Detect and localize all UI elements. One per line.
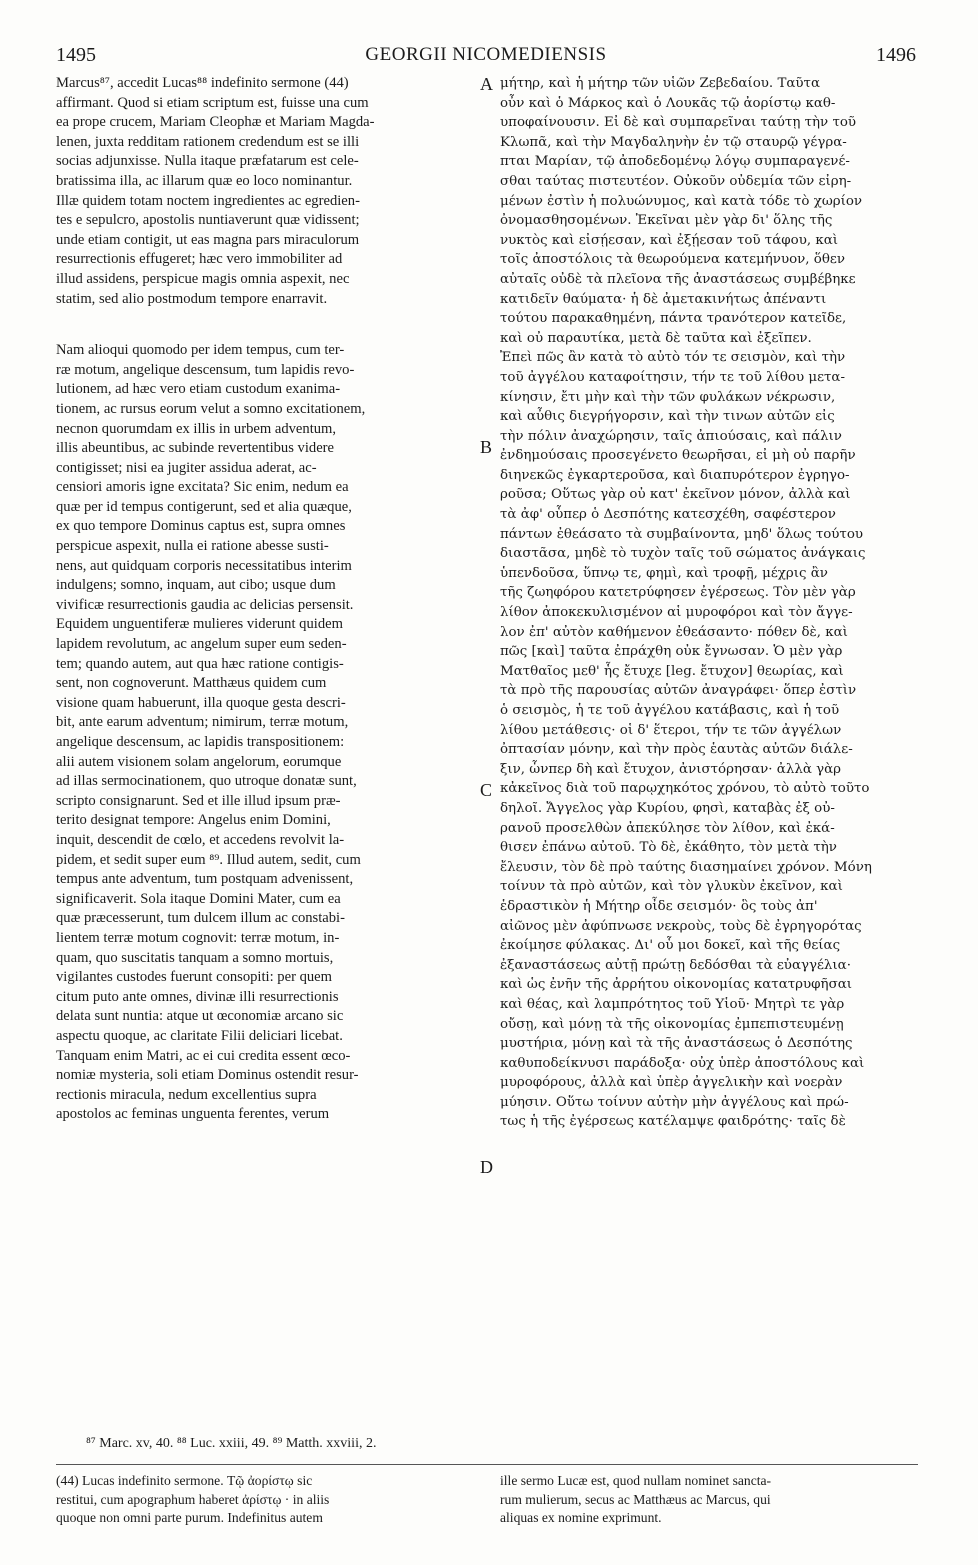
- latin-paragraph-2: Nam alioqui quomodo per idem tempus, cum ter- ræ motum, angelique descensum, tum lapidis revo- lutionem, ad hæc vero etiam custodum exanima- tionem, ac rursus eorum velut a somno excitationem, necnon quorumdam ex illis in urbem adventum, illis abeuntibus, ac subinde revertentibus videre contigisset; nisi ea jugiter assidua aderat, ac- censiori amoris igne excitata? Sic enim, nedum ea quæ per id tempus contigerunt, sed et alia quæque, ex quo tempore Dominus captus est, supra omnes perspicue aspexit, nulla ei ratione abesse susti- nens, aut quidquam corporis necessitatibus interim indulgens; somno, inquam, aut cibo; usque dum vivificæ resurrectionis gaudia ac delicias persensit. Equidem unguentiferæ mulieres viderunt quidem lapidem revolutum, ac angelum super eum seden- tem; quando autem, aut qua hæc ratione contigis- sent, non cognoverunt. Matthæus quidem cum visione quam habuerunt, illa quoque gesta descri- bit, ante earum adventum; nimirum, terræ motum, angelique descensum, ac lapidis transpositionem: alii autem visionem solam angelorum, eorumque ad illas sermocinationem, quo utroque donatæ sunt, scripto consignarunt. Sed et ille illud ipsum præ- terito designat tempore: Angelus enim Domini, inquit, descendit de cœlo, et accedens revolvit la- pidem, et sedit super eum ⁸⁹. Illud autem, sedit, cum tempus ante adventum, tum postquam advenissent, significaverit. Sola itaque Domini Mater, cum ea quæ præcesserunt, tum dulcem illum ac constabi- lientem terræ motum cognovit: terræ motum, in- quam, quo suscitatis tanquam a somno mortuis, vigilantes custodes fuerunt consopiti: per quem citum puto ante omnes, divinæ illi resurrectionis delata sunt nuntia: atque ut œconomiæ arcano sic aspectu quoque, ac claritate Filii deliciari licebat. Tanquam enim Matri, ac ei cui credita essent œco- nomiæ mysteria, soli etiam Dominus ostendit resur- rectionis miracula, nedum excellentius supra apostolos ac feminas unguenta ferentes, verum: [56, 342, 366, 1123]
- running-title: GEORGII NICOMEDIENSIS: [365, 44, 607, 65]
- greek-column: [500, 74, 918, 1132]
- greek-paragraph-2: Ἐπεὶ πῶς ἂν κατὰ τὸ αὐτὸ τόν τε σεισμὸν, καὶ τὴν τοῦ ἀγγέλου καταφοίτησιν, τήν τε τοῦ λίθου μετα- κίνησιν, ἔτι μὴν καὶ τὴν τῶν φυλάκων νέκρωσιν, καὶ αὖθις διεγρήγορσιν, καὶ τὴν τινων αὐτῶν εἰς τὴν πόλιν ἀναχώρησιν, ταῖς ἀπιούσαις, καὶ πάλιν ἐνδημούσαις προσεγένετο θεωρῆσαι, εἰ μὴ οὐ παρῆν διηνεκῶς ἐγκαρτεροῦσα, καὶ διαπυρότερον ἐγρηγο- ροῦσα; Οὕτως γὰρ οὐ κατ' ἐκεῖνον μόνον, ἀλλὰ καὶ τὰ ἀφ' οὗπερ ὁ Δεσπότης κατεσχέθη, σαφέστερον πάντων ἐθεάσατο τὰ συμβαίνοντα, μηδ' ὅλως τούτου διαστᾶσα, μηδὲ τὸ τυχὸν ταῖς τοῦ σώματος ἀνάγκαις ὑπενδοῦσα, ὕπνῳ τε, φημὶ, καὶ τροφῇ, μέχρις ἂν τῆς ζωηφόρου κατετρύφησεν ἐγέρσεως. Τὸν μὲν γὰρ λίθον ἀποκεκυλισμένον αἱ μυροφόροι καὶ τὸν ἄγγε- λον ἐπ' αὐτὸν καθήμενον ἐθεάσαντο· πόθεν δὲ, καὶ πῶς [καὶ] ταῦτα ἐπράχθη οὐκ ἔγνωσαν. Ὁ μὲν γὰρ Ματθαῖος μεθ' ἧς ἔτυχε [leg. ἔτυχον] θεωρίας, καὶ τὰ πρὸ τῆς παρουσίας αὐτῶν ἀναγράφει· ὅπερ ἐστὶν ὁ σεισμὸς, ἡ τε τοῦ ἀγγέλου κατάβασις, καὶ ἡ τοῦ λίθου μετάθεσις· οἱ δ' ἕτεροι, τήν τε τῶν ἀγγέλων ὀπτασίαν μόνην, καὶ τὴν πρὸς ἑαυτὰς αὐτῶν διάλε- ξιν, ὧνπερ δὴ καὶ ἔτυχον, ἀνιστόρησαν· ἀλλὰ γὰρ κἀκεῖνος διὰ τοῦ παρῳχηκότος χρόνου, τὸ αὐτὸ τοῦτο δηλοῖ. Ἄγγελος γὰρ Κυρίου, φησὶ, καταβὰς ἐξ οὐ- ρανοῦ προσελθὼν ἀπεκύλησε τὸν λίθον, καὶ ἐκά- θισεν ἐπάνω αὐτοῦ. Τὸ δὲ, ἐκάθητο, τὸν μετὰ τὴν ἔλευσιν, τὸν δὲ πρὸ ταύτης διασημαίνει χρόνον. Μόνη τοίνυν τὰ πρὸ αὐτῶν, καὶ τὸν γλυκὺν ἐκεῖνον, καὶ ἑδραστικὸν ἡ Μήτηρ οἶδε σεισμόν· ὃς τοὺς ἀπ' αἰῶνος μὲν ἀφύπνωσε νεκροὺς, τοὺς δὲ ἐγρηγορότας ἐκοίμησε φύλακας. Δι' οὗ μοι δοκεῖ, καὶ τῆς θείας ἐξαναστάσεως αὐτῇ πρώτῃ δεδόσθαι τὰ εὐαγγέλια· καὶ ὡς ἐνῆν τῆς ἀρρήτου οἰκονομίας κατατρυφῆσαι καὶ θέας, καὶ λαμπρότητος τοῦ Υἱοῦ· Μητρὶ τε γὰρ οὔσῃ, καὶ μόνῃ τὰ τῆς οἰκονομίας ἐμπεπιστευμένῃ μυστήρια, μόνῃ καὶ τὰ τῆς ἀναστάσεως ὁ Δεσπότης καθυποδείκνυσι παράδοξα· οὐχ ὑπὲρ ἀποστόλους καὶ μυροφόρους, ἀλλὰ καὶ ὑπὲρ ἀγγελικὴν καὶ νοερὰν μύησιν. Οὕτω τοίνυν αὐτὴν μὴν ἀγγέλους καὶ πρώ- τως ἡ τῆς ἐγέρσεως κατέλαμψε φαιδρότης· ταῖς δὲ: [500, 350, 872, 1130]
- latin-paragraph-1: Marcus⁸⁷, accedit Lucas⁸⁸ indefinito sermone (44) affirmant. Quod si etiam scriptum est, fuisse una cum ea prope crucem, Mariam Cleophæ et Mariam Magda- lenen, juxta redditam rationem credendum est se illi socias adjunxisse. Nulla itaque præfatarum est cele- bratissima illa, ac illarum quæ eo loco nominantur. Illæ quidem totam noctem ingredientes ac egredien- tes e sepulcro, apostolis nuntiaverunt quæ vidissent; unde etiam contigit, ut eas magna pars miraculorum resurrectionis effugeret; hæc vero immobiliter ad illud assidens, perspicue magis omnia aspexit, nec statim, sed alio postmodum tempore enarravit.: [56, 75, 375, 307]
- footnote-text-right: ille sermo Lucæ est, quod nullam nominet sancta- rum mulierum, secus ac Matthæus ac Marcus, qui aliquas ex nomine exprimunt.: [500, 1473, 772, 1525]
- footnote-text-left: (44) Lucas indefinito sermone. Τῷ ἀορίστῳ sic restitui, cum apographum haberet ἀρίστῳ · in aliis quoque non omni parte purum. Indefinitus autem: [56, 1473, 330, 1525]
- footnote-left: [56, 1472, 472, 1528]
- scripture-references: ⁸⁷ Marc. xv, 40. ⁸⁸ Luc. xxiii, 49. ⁸⁹ Matth. xxviii, 2.: [86, 1436, 377, 1451]
- footnote-right: [500, 1472, 918, 1528]
- page-number-left: 1495: [56, 44, 96, 66]
- page-header: [56, 44, 916, 70]
- greek-paragraph-1: μήτηρ, καὶ ἡ μήτηρ τῶν υἱῶν Ζεβεδαίου. Ταῦτα οὖν καὶ ὁ Μάρκος καὶ ὁ Λουκᾶς τῷ ἀορίστῳ καθ- υποφαίνουσιν. Εἰ δὲ καὶ συμπαρεῖναι ταύτῃ τὴν τοῦ Κλωπᾶ, καὶ τὴν Μαγδαληνὴν ἐν τῷ σταυρῷ γέγρα- πται Μαρίαν, τῷ ἀποδεδομένῳ λόγῳ συμπαραγενέ- σθαι ταύτας πιστευτέον. Οὐκοῦν οὐδεμία τῶν εἰρη- μένων ἐστὶν ἡ πολυώνυμος, καὶ κατὰ τόδε τὸ χωρίον ὀνομασθησομένων. Ἐκεῖναι μὲν γὰρ δι' ὅλης τῆς νυκτὸς καὶ εἰσῄεσαν, καὶ ἐξῄεσαν τοῦ τάφου, καὶ τοῖς ἀποστόλοις τὰ θεωρούμενα κατεμήνυον, ὅθεν αὐταῖς οὐδὲ τὰ πλεῖονα τῆς ἀναστάσεως συμβέβηκε κατιδεῖν θαύματα· ἡ δὲ ἀμετακινήτως ἀπέναντι τούτου παρακαθημένη, πάντα τρανότερον κατεῖδε, καὶ οὐ παραυτίκα, μετὰ δὲ ταῦτα καὶ ἐξεῖπεν.: [500, 76, 863, 346]
- margin-marker-a: A: [480, 74, 493, 94]
- margin-marker-d: D: [480, 1157, 493, 1177]
- footnote-divider: [56, 1464, 918, 1465]
- margin-marker-c: C: [480, 780, 493, 800]
- page-number-right: 1496: [876, 44, 916, 66]
- margin-marker-b: B: [480, 437, 493, 457]
- latin-column: [56, 74, 472, 1125]
